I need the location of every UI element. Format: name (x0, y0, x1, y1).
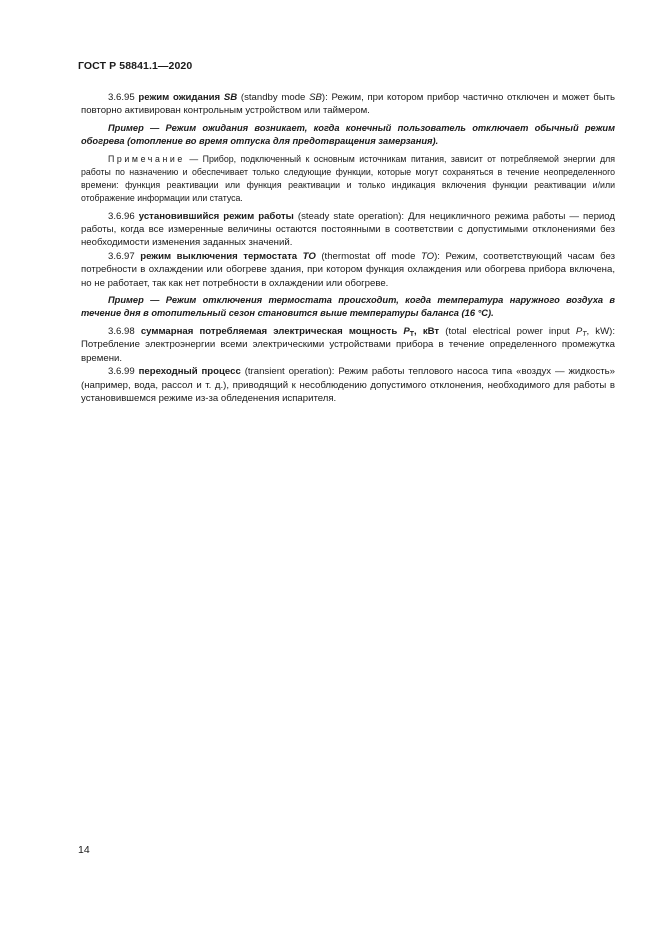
clause-definition: , kW): Потребление электроэнергии всеми электрическими устройствами прибора в течение определенного промежутка времени. (81, 325, 616, 364)
standard-designation: ГОСТ Р 58841.1—2020 (78, 60, 193, 72)
clause-3-6-97 (81, 250, 615, 290)
clause-english-symbol: SB (309, 92, 322, 103)
clause-term: режим ожидания (138, 92, 221, 103)
clause-symbol: TO (302, 250, 316, 262)
clause-english-open: (thermostat off mode (315, 250, 421, 262)
clause-3-6-99 (81, 365, 615, 405)
clause-term: суммарная потребляемая электрическая мощность (140, 325, 398, 337)
clause-definition: (transient operation): Режим работы теплового насоса типа «воздух — жидкость» (например, вода, рассол и т. д.), приводящий к несоблюдению допустимого отклонения, необходимого для работы в установившемся режиме из-за обледенения испарителя. (81, 366, 615, 404)
clause-english-symbol: TO (420, 250, 435, 262)
note-label: Примечание (108, 153, 185, 164)
clause-number: 3.6.98 (108, 325, 135, 337)
clause-term: установившийся режим работы (138, 210, 294, 222)
clause-english-symbol: P (575, 325, 583, 337)
clause-english-open: (standby mode (237, 92, 310, 103)
clause-3-6-95 (81, 91, 615, 118)
clause-number: 3.6.95 (108, 92, 135, 103)
clause-english-subscript: T (582, 330, 587, 338)
clause-unit: , кВт (414, 325, 440, 337)
clause-term: переходный процесс (138, 366, 241, 378)
clause-definition: ): Режим, при котором прибор частично отключен и может быть повторно активирован контрольным устройством или таймером. (81, 92, 616, 117)
clause-symbol: SB (223, 92, 238, 103)
note-text: — Прибор, подключенный к основным источникам питания, зависит от потребляемой энергии для работы по назначению и обеспечивает только следующие функции, которые могут сохраняться в течение неопределенного времени: функция реактивации или функция реактивации и только индикация включения функции реактивации и/или отображение информации или статуса. (81, 153, 615, 203)
clause-symbol-subscript: T (409, 330, 415, 338)
document-body (81, 91, 615, 405)
page-number: 14 (78, 844, 90, 856)
clause-symbol: P (403, 325, 410, 337)
clause-3-6-98 (81, 325, 615, 365)
clause-number: 3.6.96 (108, 210, 135, 222)
clause-definition: (steady state operation): Для нецикличного режима работы — период работы, когда все измеренные величины остаются постоянными в соответствии с допустимыми отклонениями без необходимости изменения заданных значений. (81, 210, 616, 249)
example-standby-mode: Пример — Режим ожидания возникает, когда конечный пользователь отключает обычный режим обогрева (отопление во время отпуска для предотвращения замерзания). (81, 122, 615, 147)
clause-definition: ): Режим, соответствующий часам без потребности в охлаждении или обогреве здания, при котором функция охлаждения или обогрева прибора включена, но не работает, так как нет потребности в охлаждении или обогреве. (81, 250, 615, 289)
clause-3-6-96 (81, 210, 615, 250)
clause-term: режим выключения термостата (140, 250, 298, 262)
clause-number: 3.6.99 (108, 366, 135, 378)
clause-number: 3.6.97 (108, 250, 135, 262)
note-standby-mode (81, 153, 615, 205)
clause-english-open: (total electrical power input (439, 325, 576, 337)
example-thermostat-off: Пример — Режим отключения термостата происходит, когда температура наружного воздуха в течение дня в отопительный сезон становится выше температуры баланса (16 °С). (81, 295, 615, 319)
